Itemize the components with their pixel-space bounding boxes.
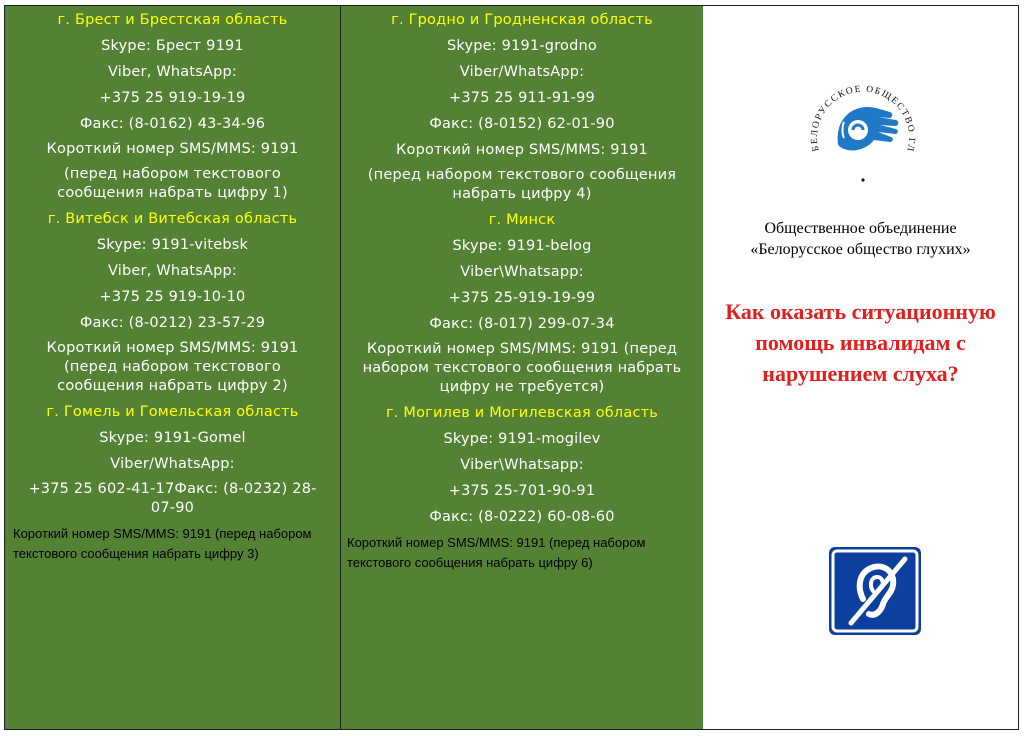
contact-line: Короткий номер SMS/MMS: 9191 (перед набором текстового сообщения набрать цифру 2) — [46, 340, 299, 394]
region-heading: г. Могилев и Могилевская область — [385, 405, 659, 421]
region-heading: г. Брест и Брестская область — [57, 12, 288, 28]
region-heading: г. Гомель и Гомельская область — [46, 404, 299, 420]
contact-line: Skype: 9191-mogilev — [443, 431, 601, 447]
region-heading: г. Витебск и Витебская область — [47, 211, 298, 227]
contact-line: +375 25 919-10-10 — [99, 289, 246, 305]
contact-line: Короткий номер SMS/MMS: 9191 (перед набором текстового сообщения набрать цифру не требуется) — [362, 341, 682, 395]
region-heading: г. Минск — [488, 212, 556, 228]
contact-line: Skype: 9191-Gomel — [99, 430, 246, 446]
contact-line: Viber, WhatsApp: — [108, 263, 237, 279]
contacts-column-1 — [5, 10, 340, 564]
contact-line: (перед набором текстового сообщения набрать цифру 4) — [367, 167, 677, 202]
organization-name — [703, 218, 1018, 260]
contact-line: Viber, WhatsApp: — [108, 64, 237, 80]
contacts-panel-middle — [340, 5, 704, 730]
hand-icon — [838, 107, 899, 151]
contact-line: +375 25 602-41-17Факс: (8-0232) 28-07-90 — [28, 481, 317, 516]
org-line-2: «Белорусское общество глухих» — [750, 241, 971, 258]
contact-line: Viber\Whatsapp: — [460, 264, 584, 280]
contact-line: Факс: (8-0222) 60-08-60 — [429, 509, 615, 525]
contact-line: Факс: (8-0212) 23-57-29 — [79, 315, 266, 331]
logo-ring-text: БЕЛОРУССКОЕ ОБЩЕСТВО ГЛ — [809, 84, 917, 154]
contact-line: Viber/WhatsApp: — [459, 64, 585, 80]
contact-line: Факс: (8-017) 299-07-34 — [429, 316, 615, 332]
contact-line: Короткий номер SMS/MMS: 9191 — [46, 141, 299, 157]
contact-line: Viber/WhatsApp: — [110, 456, 235, 472]
contact-line: Skype: 9191-grodno — [446, 38, 597, 54]
hearing-impaired-sign-icon — [829, 547, 921, 635]
contact-line: Skype: 9191-vitebsk — [96, 237, 249, 253]
contacts-column-2 — [341, 10, 703, 573]
contact-line: (перед набором текстового сообщения набрать цифру 1) — [57, 166, 288, 201]
contact-line: Факс: (8-0162) 43-34-96 — [79, 116, 266, 132]
region-heading: г. Гродно и Гродненская область — [391, 12, 653, 28]
contact-line: Короткий номер SMS/MMS: 9191 — [396, 142, 648, 158]
sms-note: Короткий номер SMS/MMS: 9191 (перед набором текстового сообщения набрать цифру 3) — [13, 526, 312, 561]
org-line-1: Общественное объединение — [764, 220, 957, 237]
contact-line: +375 25-701-90-91 — [448, 483, 596, 499]
contacts-panel-left — [4, 5, 341, 730]
contact-line: Skype: Брест 9191 — [101, 38, 244, 54]
contact-line: +375 25 919-19-19 — [99, 90, 246, 106]
cover-panel — [703, 5, 1019, 730]
contact-line: +375 25 911-91-99 — [449, 90, 595, 106]
contact-line: Viber\Whatsapp: — [460, 457, 584, 473]
contact-line: Skype: 9191-belog — [452, 238, 592, 254]
contact-line: +375 25-919-19-99 — [448, 290, 596, 306]
sms-note: Короткий номер SMS/MMS: 9191 (перед набором текстового сообщения набрать цифру 6) — [347, 535, 646, 570]
deaf-society-logo — [798, 68, 928, 198]
brochure-headline: Как оказать ситуационную помощь инвалидам с нарушением слуха? — [725, 299, 996, 386]
contact-line: Факс: (8-0152) 62-01-90 — [429, 116, 615, 132]
